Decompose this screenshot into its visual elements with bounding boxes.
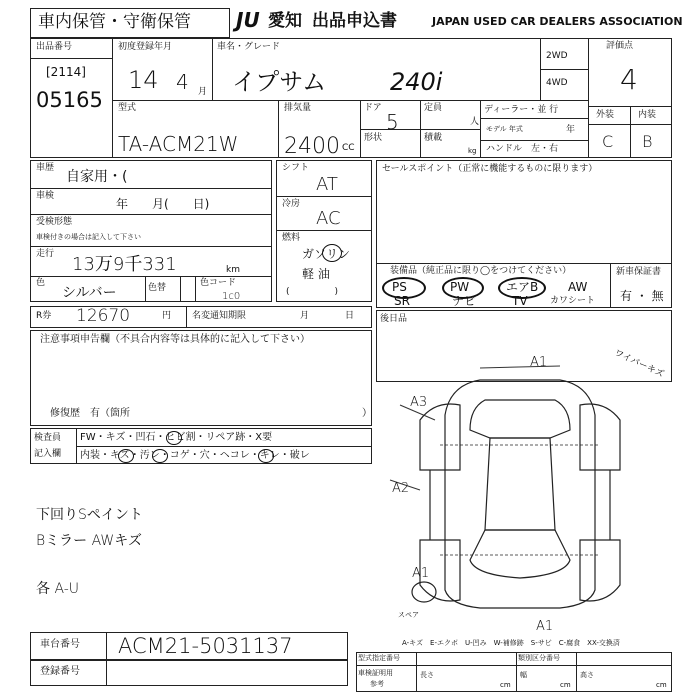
grade: 240i [390,68,443,96]
color-label: 色 [36,278,46,288]
lot-bracket: [2114] [46,65,86,79]
rear-items-label: 後日品 [380,314,408,324]
month-unit: 月 [198,87,208,97]
color-code-value: 1c0 [222,291,241,302]
repair-close: ） [362,408,372,419]
height-label: 高さ [580,671,594,679]
tax-notice-label: 名変通知期限 [192,311,247,321]
displacement-label: 排気量 [284,103,312,113]
reg-cert-label: 車検証明用 [358,669,393,677]
chassis-value: ACM21-5031137 [118,634,293,658]
length-label: 長さ [420,671,434,679]
equip-pw: PW [450,280,470,294]
remark-3: 各 A-U [36,581,80,597]
recycle-amount: 12670 [76,306,131,326]
spec-table [356,652,672,692]
type-label: 型式 [118,103,137,113]
exterior-grade: C [602,132,614,151]
inspection-date: 年 月( 日) [116,197,210,211]
payload-label: 積載 [424,133,443,143]
first-reg-label: 初度登録年月 [118,42,173,52]
mileage-label: 走行 [36,249,55,259]
equip-airbag-circle [498,277,546,299]
equip-sr: SR [394,294,410,308]
diag-wiper: ワイパーキズ [612,348,666,380]
kg-label: kg [468,147,477,155]
person-unit: 人 [470,117,480,127]
remark-2: Bミラー AWキズ [36,533,142,549]
model-year-label: モデル 年式 [486,125,523,133]
color-value: シルバー [62,285,117,301]
dealer-label: ディーラー・並 行 [484,105,559,115]
cooling-value: AC [316,208,341,229]
reference-label: 参考 [370,680,384,688]
int-mark-circle-1 [118,449,134,463]
score-label: 評価点 [606,41,634,51]
diag-a1-top: A1 [530,355,548,370]
exterior-label: 外装 [596,110,615,120]
interior-label: 内装 [638,110,657,120]
width-label: 幅 [520,671,527,679]
height-unit: cm [656,681,667,689]
form-title: 出品申込書 [312,11,397,31]
association-name: JAPAN USED CAR DEALERS ASSOCIATION [432,15,683,28]
4wd-label: 4WD [546,78,568,88]
lot-no-label: 出品番号 [36,42,73,52]
ju-logo: JU [236,8,260,32]
model-name: イプサム [232,68,327,96]
shift-label: シフト [282,163,310,173]
class-no-label: 類別区分番号 [518,654,560,662]
fuel-other: ( ) [286,287,339,297]
mileage-value: 13万9千331 [72,254,177,275]
history-value: 自家用・( [66,169,128,185]
equip-pw-circle [442,277,484,299]
diag-a1-bottom: A1 [536,619,554,634]
color-code-label: 色コード [200,278,237,288]
recycle-label: R券 [36,311,52,321]
equip-power-seat: カワシート [550,296,596,306]
cooling-label: 冷房 [282,199,301,209]
model-grade-label: 車名・グレード [217,42,281,52]
equip-ps: PS [392,280,407,294]
org-name: 愛知 [268,11,302,31]
int-mark-circle-3 [258,449,274,463]
first-reg-year: 14 [128,66,159,94]
length-unit: cm [500,681,511,689]
chassis-label: 車台番号 [40,639,80,650]
fw-row: FW・キズ・凹石・ヒビ割・リペア跡・X要 [80,432,273,443]
remark-1: 下回りSペイント [36,507,143,523]
year-unit: 年 [566,125,576,135]
inspection-label: 車検 [36,191,55,201]
entry-label: 記入欄 [34,449,62,459]
km-label: km [226,265,240,275]
displacement-value: 2400 [284,134,340,159]
width-unit: cm [560,681,571,689]
color-change-label: 色替 [148,283,167,293]
fw-mark-circle [166,431,182,445]
reg-label: 登録番号 [40,666,80,677]
inspector-label: 検査員 [34,433,62,443]
interior-grade: B [642,132,653,151]
spare-label: スペア [398,611,419,619]
equip-tv: TV [512,294,528,308]
fuel-gasoline: ガソリン [302,247,351,261]
equip-ps-circle [382,277,426,299]
warranty-label: 新車保証書 [616,267,662,277]
diag-a2: A2 [392,481,410,496]
sales-point-label: セールスポイント（正常に機能するものに限ります） [382,164,598,174]
warranty-opts: 有 ・ 無 [620,289,664,303]
fuel-diesel: 軽 油 [302,267,330,281]
equipment-label: 装備品（純正品に限り◯をつけてください） [390,266,572,276]
recycle-unit: 円 [162,311,172,321]
equip-airbag: エアB [506,280,539,294]
interior-row: 内装・キズ・汚レ・コゲ・穴・ヘコレ・キレ・破レ [80,450,310,461]
notes-label: 注意事項申告欄（不具合内容等は具体的に記入して下さい） [40,334,310,345]
receive-form-label: 受検形態 [36,217,73,227]
fuel-label: 燃料 [282,233,301,243]
2wd-label: 2WD [546,51,568,61]
equip-aw: AW [568,280,588,294]
shift-value: AT [316,174,338,195]
type-spec-label: 型式指定番号 [358,654,400,662]
type-value: TA-ACM21W [118,132,239,156]
history-label: 車歴 [36,163,55,173]
doors-label: ドア [364,103,382,113]
diag-a1-left: A1 [412,566,430,581]
storage-label: 車内保管・守衛保管 [38,12,191,32]
month-day: 月 日 [300,311,355,321]
diag-a3: A3 [410,395,428,410]
damage-legend: A-キズ E-エクボ U-凹み W-補修跡 S-サビ C-腐食 XX-交換済 [402,639,620,647]
equip-navi: ナビ [452,294,477,308]
doors-value: 5 [386,110,399,134]
handle-label: ハンドル 左・右 [486,144,559,154]
score-value: 4 [620,63,638,96]
repair-label: 修復歴 有（箇所 [50,408,130,419]
receive-note: 車検付きの場合は記入して下さい [36,233,141,241]
fuel-circle [322,244,342,262]
capacity-label: 定員 [424,103,443,113]
first-reg-month: 4 [176,70,189,94]
shape-label: 形状 [364,133,383,143]
lot-no-value: 05165 [36,88,103,112]
cc-label: CC [342,143,355,153]
int-mark-circle-2 [152,449,168,463]
